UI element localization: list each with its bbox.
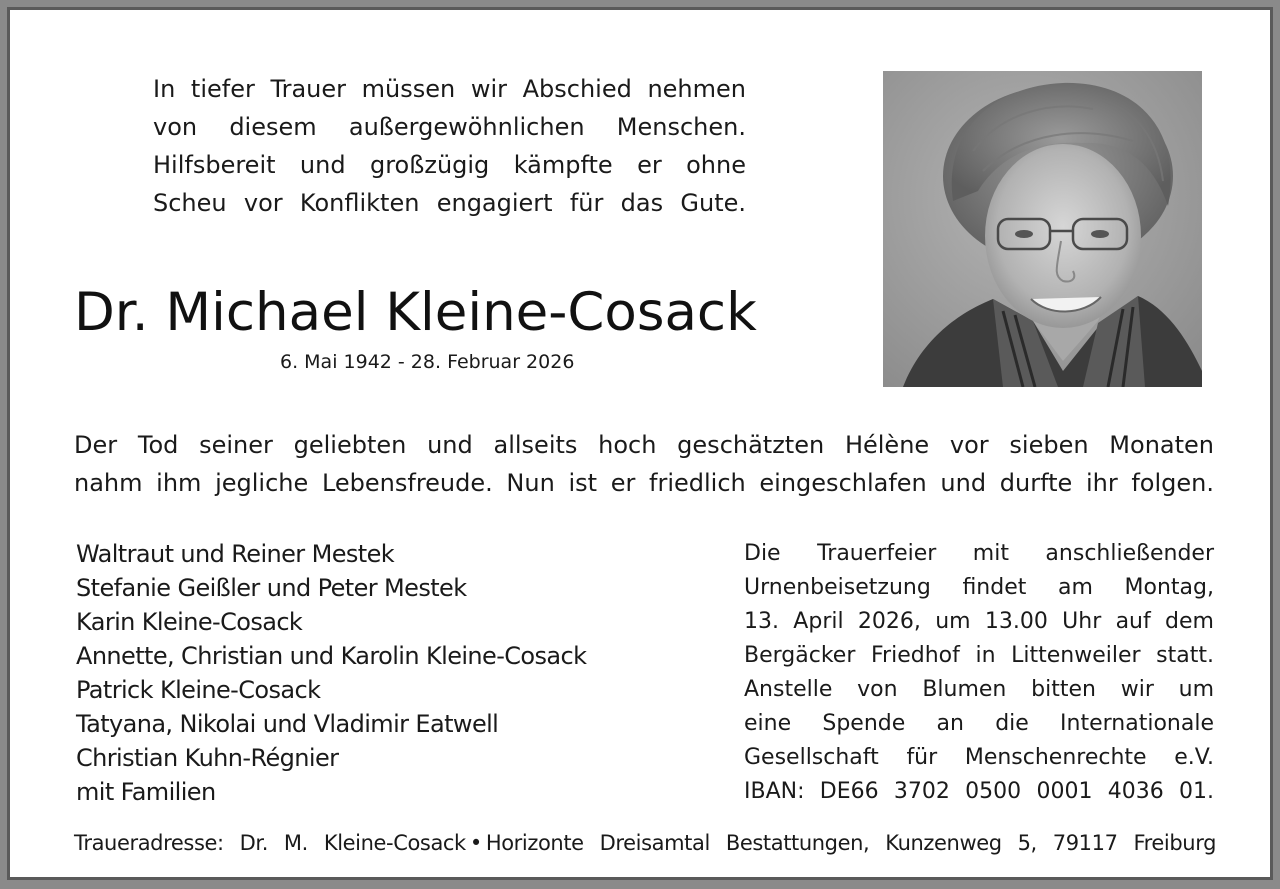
portrait-photo	[883, 71, 1202, 387]
bullet-separator: •	[469, 831, 482, 855]
service-line: Die Trauerfeier mit anschließender	[744, 541, 1214, 566]
service-line: Gesellschaft für Menschenrechte e.V.	[744, 745, 1214, 770]
deceased-name: Dr. Michael Kleine-Cosack	[74, 282, 757, 343]
mourner-entry: mit Familien	[76, 778, 216, 806]
address-recipient: Dr. M. Kleine-Cosack	[239, 831, 466, 855]
intro-line: Hilfsbereit und großzügig kämpfte er ohne	[153, 151, 746, 179]
tribute-line: nahm ihm jegliche Lebensfreude. Nun ist er friedlich eingeschlafen und durfte ihr folgen.	[74, 469, 1214, 497]
service-info	[744, 537, 1214, 809]
mourner-entry: Waltraut und Reiner Mestek	[76, 540, 395, 568]
mourner-entry: Karin Kleine-Cosack	[76, 608, 303, 636]
intro-line: In tiefer Trauer müssen wir Abschied nehmen	[153, 75, 746, 103]
mourners-list	[76, 537, 696, 809]
obituary-notice	[7, 7, 1273, 880]
mourner-entry: Annette, Christian und Karolin Kleine-Cosack	[76, 642, 587, 670]
mourner-entry: Stefanie Geißler und Peter Mestek	[76, 574, 467, 602]
service-line: Bergäcker Friedhof in Littenweiler statt.	[744, 643, 1214, 668]
service-line: 13. April 2026, um 13.00 Uhr auf dem	[744, 609, 1214, 634]
tribute-text	[74, 426, 1214, 502]
mourning-address	[74, 828, 1216, 858]
tribute-line: Der Tod seiner geliebten und allseits hoch geschätzten Hélène vor sieben Monaten	[74, 431, 1214, 459]
service-line: Anstelle von Blumen bitten wir um	[744, 677, 1214, 702]
mourner-entry: Patrick Kleine-Cosack	[76, 676, 321, 704]
service-line: IBAN: DE66 3702 0500 0001 4036 01.	[744, 779, 1214, 804]
intro-line: Scheu vor Konflikten engagiert für das Gute.	[153, 189, 746, 217]
address-label: Traueradresse:	[74, 831, 224, 855]
service-line: eine Spende an die Internationale	[744, 711, 1214, 736]
address-funeral-home: Horizonte Dreisamtal Bestattungen, Kunzenweg 5, 79117 Freiburg	[485, 831, 1216, 855]
service-line: Urnenbeisetzung findet am Montag,	[744, 575, 1214, 600]
intro-line: von diesem außergewöhnlichen Menschen.	[153, 113, 746, 141]
life-dates: 6. Mai 1942 - 28. Februar 2026	[280, 351, 575, 373]
mourner-entry: Christian Kuhn-Régnier	[76, 744, 339, 772]
intro-text	[153, 70, 746, 222]
mourner-entry: Tatyana, Nikolai und Vladimir Eatwell	[76, 710, 499, 738]
